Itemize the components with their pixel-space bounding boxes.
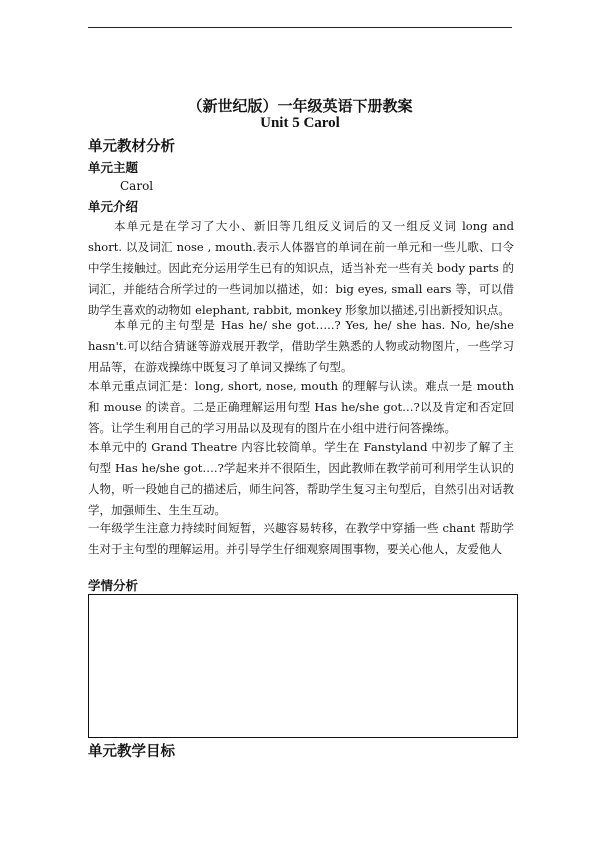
document-title: （新世纪版）一年级英语下册教案 <box>187 97 413 115</box>
paragraph-4: 本单元中的 Grand Theatre 内容比较简单。学生在 Fanstyland 中初步了解了主句型 Has he/she got….?学起来并不很陌生，因此教师在教学前可利用学生认识的人物，听一段她自己的描述后，师生问答，帮助学生复习主句型后，自然引出对话教学，加强师生、生生互动。 <box>88 440 514 517</box>
theme-value: Carol <box>120 179 154 193</box>
paragraph-3: 本单元重点词汇是：long, short, nose, mouth 的理解与认读。难点一是 mouth 和 mouse 的读音。二是正确理解运用句型 Has he/she got…?以及肯定和否定回答。让学生利用自己的学习用品以及现有的图片在小组中进行问答操练。 <box>88 379 514 435</box>
subheading-intro: 单元介绍 <box>88 199 139 214</box>
paragraph-1: 本单元是在学习了大小、新旧等几组反义词后的又一组反义词 long and short. 以及词汇 nose , mouth.表示人体器官的单词在前一单元和一些儿歌、口令中学生接触过。因此充分运用学生已有的知识点，适当补充一些有关 body parts 的词汇，并能结合所学过的一些词加以描述，如：big eyes, small ears 等，可以借助学生喜欢的动物如 elephant, rabbit, monkey 形象加以描述,引出新授知识点。 <box>88 219 514 317</box>
section-heading-objectives: 单元教学目标 <box>88 744 175 760</box>
paragraph-2: 本单元的主句型是 Has he/ she got…..? Yes, he/ she has. No, he/she hasn't.可以结合猜谜等游戏展开教学，借助学生熟悉的人物或动物图片，一些学习用品等，在游戏操练中既复习了单词又操练了句型。 <box>88 318 514 374</box>
learner-analysis-box <box>88 594 518 738</box>
section-heading-learner: 学情分析 <box>88 578 139 593</box>
unit-title: Unit 5 Carol <box>260 115 340 131</box>
paragraph-5: 一年级学生注意力持续时间短暂，兴趣容易转移，在教学中穿插一些 chant 帮助学生对于主句型的理解运用。并引导学生仔细观察周围事物，要关心他人，友爱他人 <box>88 521 514 556</box>
subheading-theme: 单元主题 <box>88 160 139 175</box>
top-rule <box>88 27 512 28</box>
section-heading-analysis: 单元教材分析 <box>88 139 175 155</box>
